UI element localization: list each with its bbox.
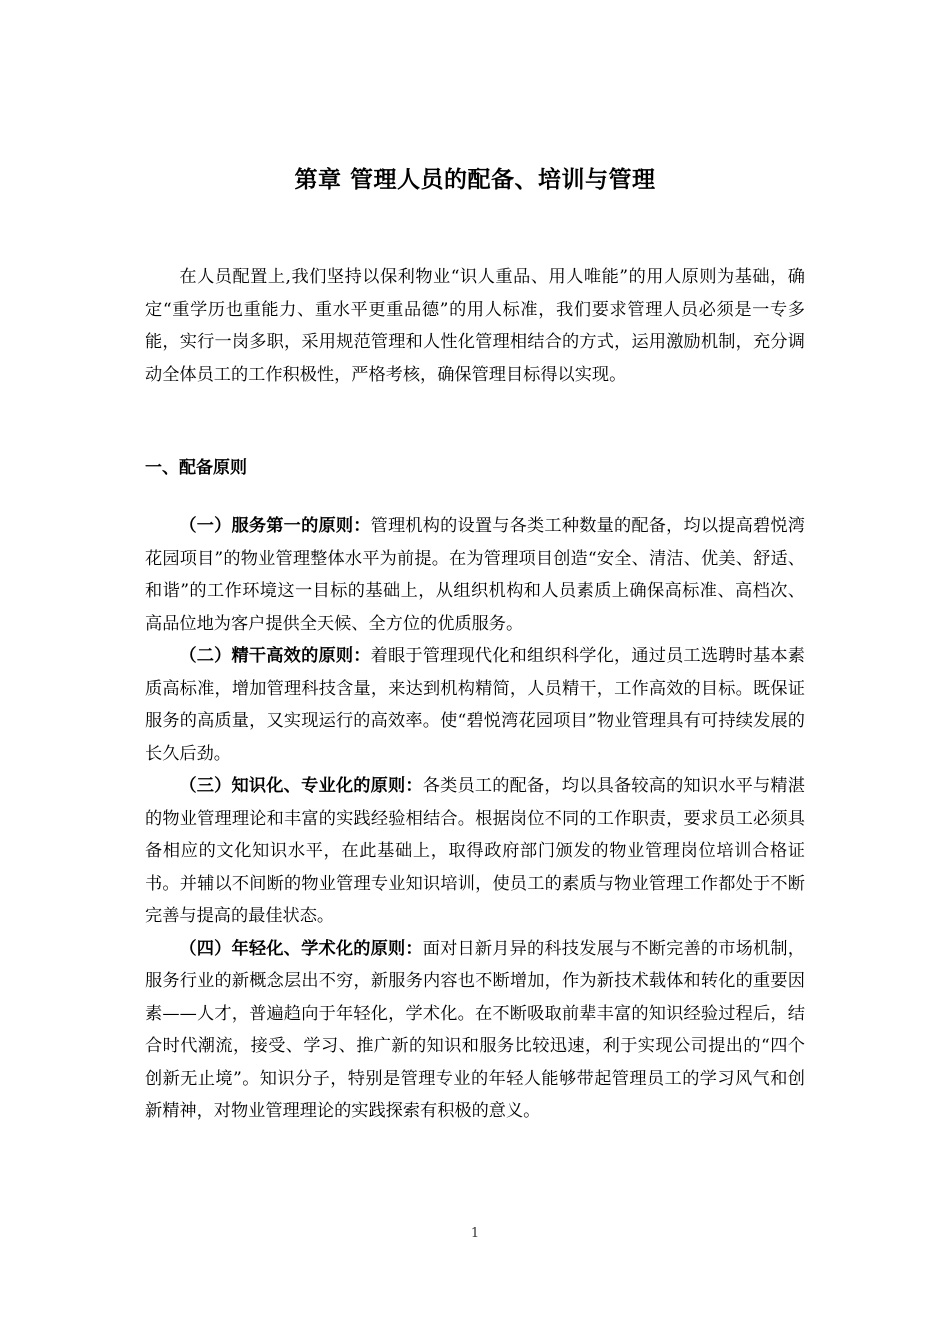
principle-item <box>145 510 805 640</box>
principle-item <box>145 770 805 933</box>
principle-item <box>145 640 805 770</box>
principle-lead: （一）服务第一的原则： <box>179 516 371 536</box>
section-heading: 一、配备原则 <box>145 458 247 478</box>
principle-text: 各类员工的配备，均以具备较高的知识水平与精湛的物业管理理论和丰富的实践经验相结合。根据岗位不同的工作职责，要求员工必须具备相应的文化知识水平，在此基础上，取得政府部门颁发的物业管理岗位培训合格证书。并辅以不间断的物业管理专业知识培训，使员工的素质与物业管理工作都处于不断完善与提高的最佳状态。 <box>145 776 805 926</box>
principle-text: 管理机构的设置与各类工种数量的配备，均以提高碧悦湾花园项目”的物业管理整体水平为前提。在为管理项目创造“安全、清洁、优美、舒适、和谐”的工作环境这一目标的基础上，从组织机构和人员素质上确保高标准、高档次、高品位地为客户提供全天候、全方位的优质服务。 <box>145 516 805 634</box>
chapter-title: 第章 管理人员的配备、培训与管理 <box>294 167 656 193</box>
principle-text: 着眼于管理现代化和组织科学化，通过员工选聘时基本素质高标准，增加管理科技含量，来达到机构精简，人员精干，工作高效的目标。既保证服务的高质量，又实现运行的高效率。使“碧悦湾花园项目”物业管理具有可持续发展的长久后劲。 <box>145 646 805 764</box>
principle-item <box>145 933 805 1128</box>
principle-text: 面对日新月异的科技发展与不断完善的市场机制，服务行业的新概念层出不穷，新服务内容也不断增加，作为新技术载体和转化的重要因素——人才，普遍趋向于年轻化，学术化。在不断吸取前辈丰富的知识经验过程后，结合时代潮流，接受、学习、推广新的知识和服务比较迅速，利于实现公司提出的“四个创新无止境”。知识分子，特别是管理专业的年轻人能够带起管理员工的学习风气和创新精神，对物业管理理论的实践探索有积极的意义。 <box>145 938 805 1121</box>
intro-paragraph <box>145 261 805 391</box>
principle-lead: （二）精干高效的原则： <box>179 646 371 666</box>
principles-list <box>145 510 805 1128</box>
principle-lead: （四）年轻化、学术化的原则： <box>179 938 423 959</box>
page-number: 1 <box>470 1226 480 1241</box>
intro-text: 在人员配置上,我们坚持以保利物业“识人重品、用人唯能”的用人原则为基础，确定“重学历也重能力、重水平更重品德”的用人标准，我们要求管理人员必须是一专多能，实行一岗多职，采用规范管理和人性化管理相结合的方式，运用激励机制，充分调动全体员工的工作积极性，严格考核，确保管理目标得以实现。 <box>145 267 805 385</box>
principle-lead: （三）知识化、专业化的原则： <box>179 776 423 796</box>
